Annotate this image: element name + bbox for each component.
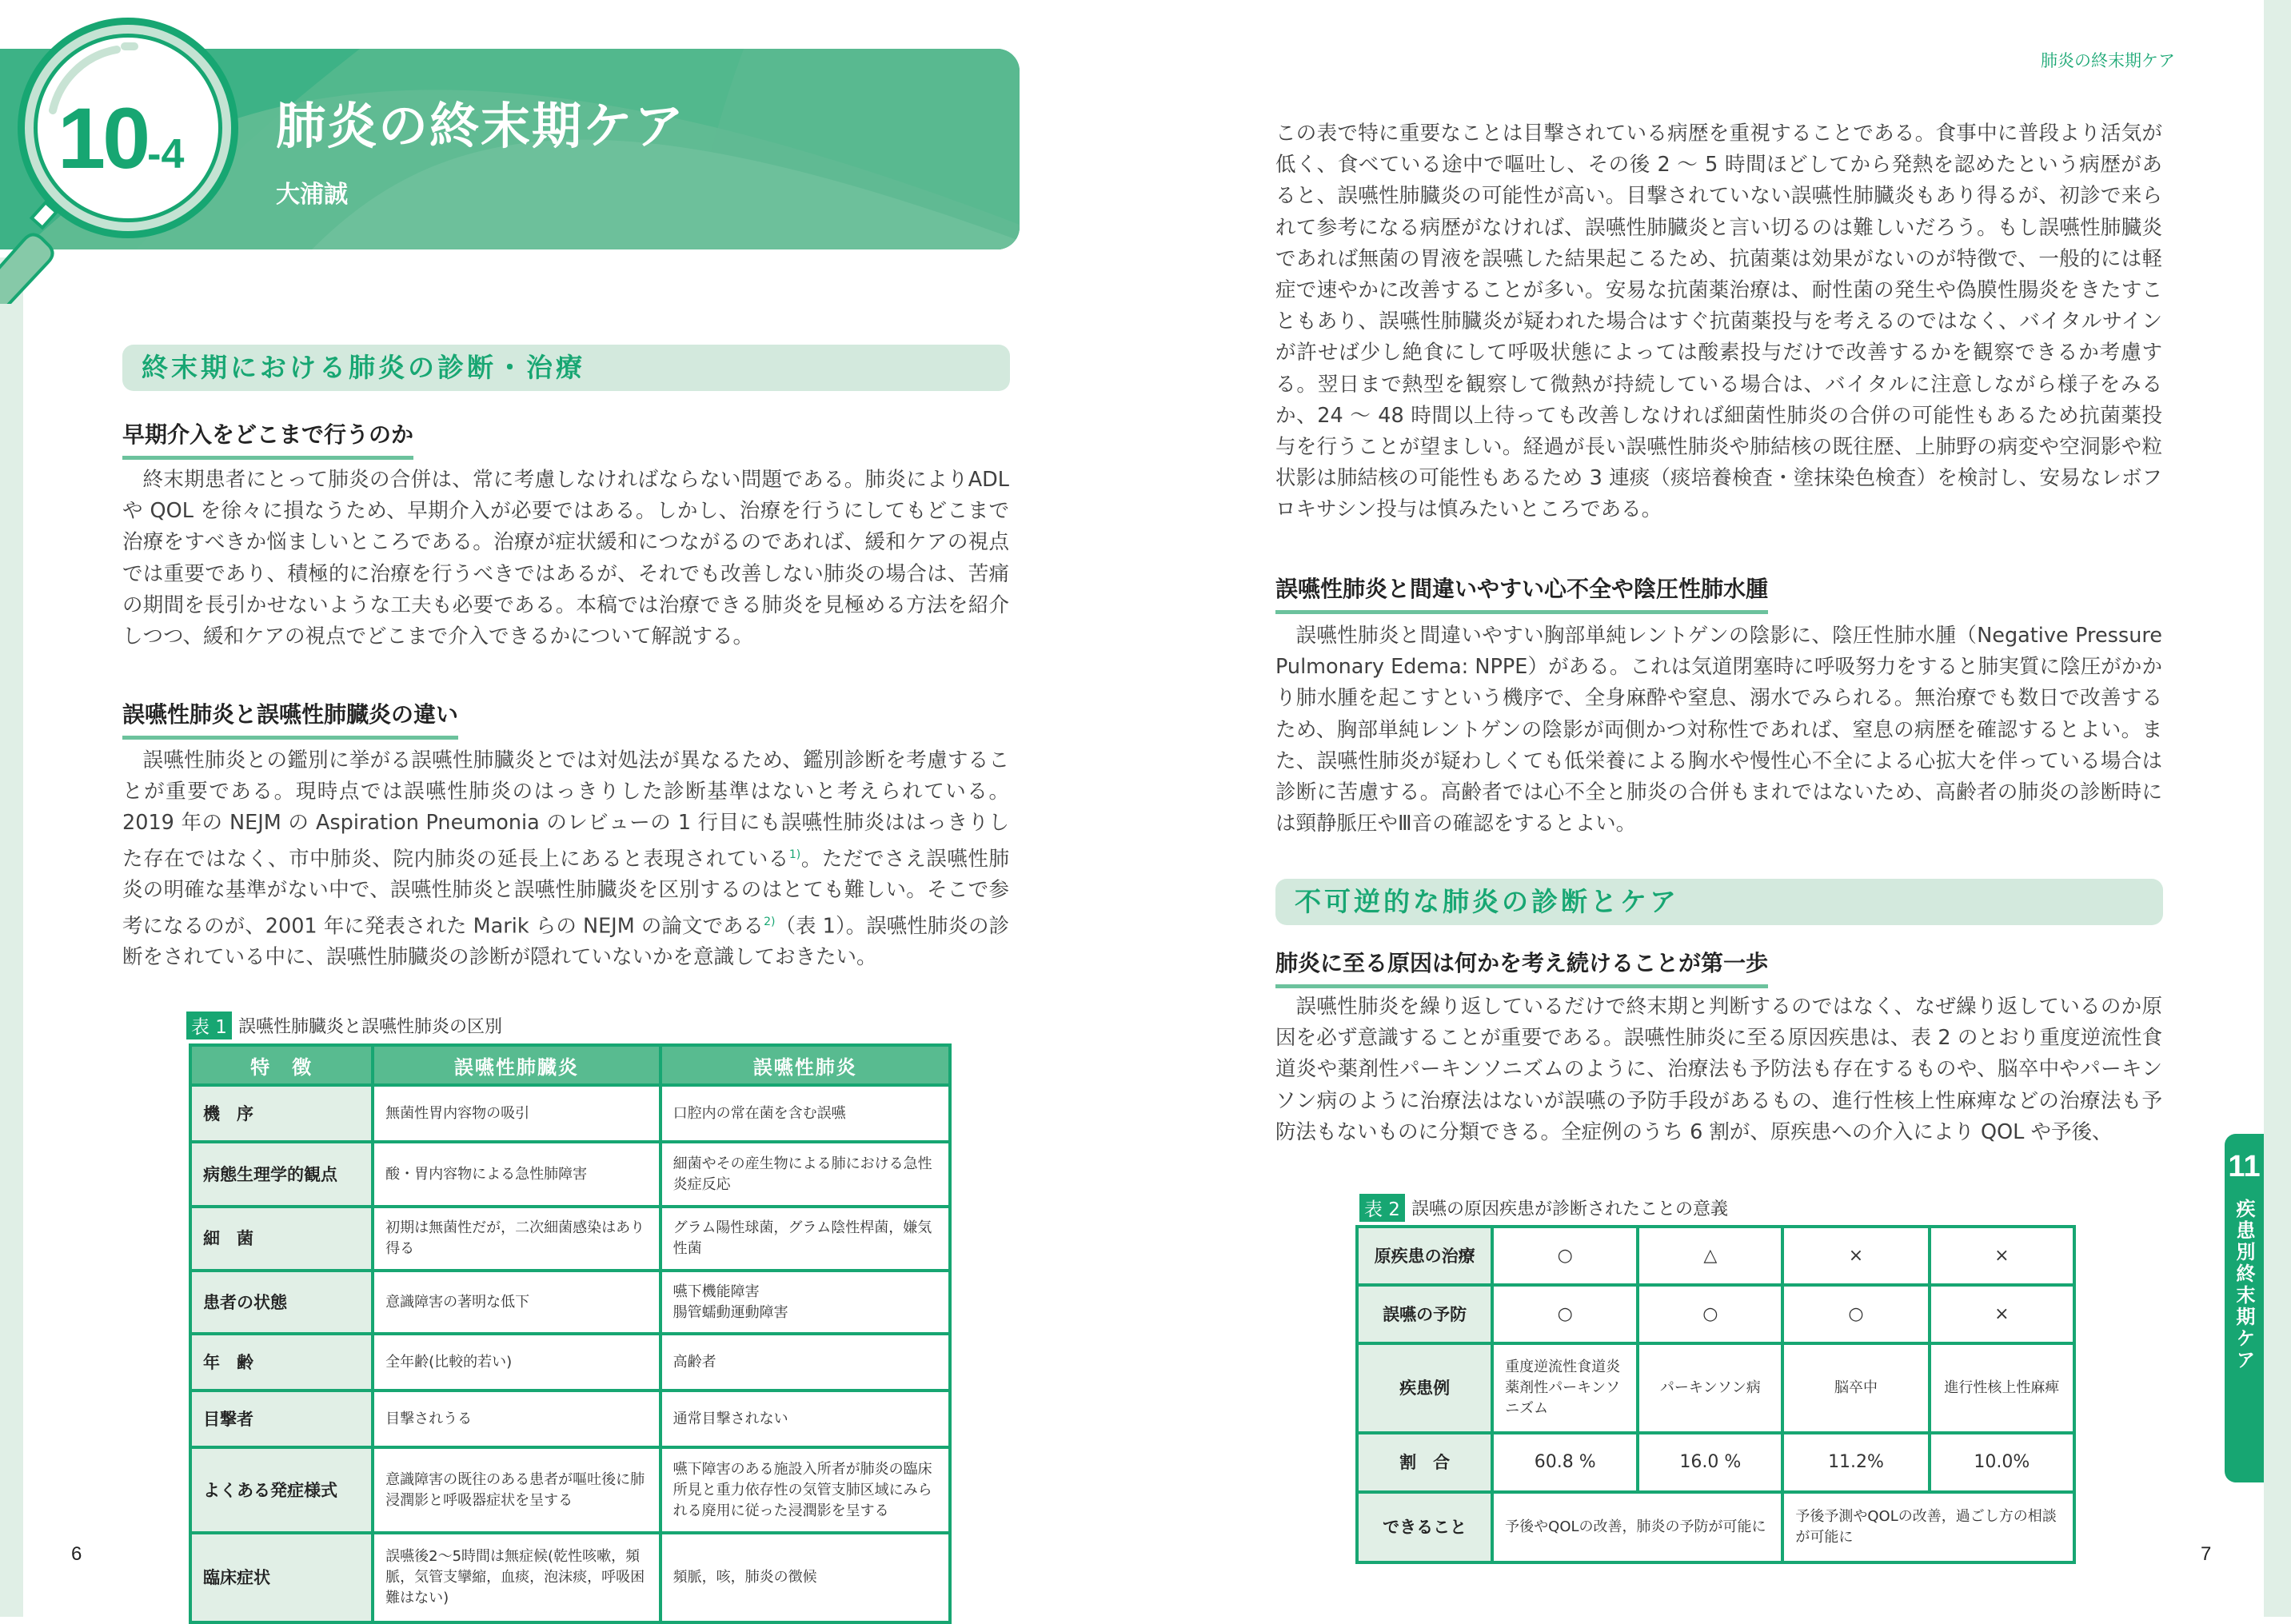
table1-caption bbox=[186, 1012, 502, 1039]
table1-cell: グラム陽性球菌，グラム陰性桿菌，嫌気性菌 bbox=[661, 1207, 950, 1271]
table1-header-row bbox=[190, 1045, 950, 1085]
section-banner-irreversible: 不可逆的な肺炎の診断とケア bbox=[1275, 879, 2163, 925]
table2-cell: ○ bbox=[1492, 1227, 1638, 1285]
table2-cell: 予後やQOLの改善，肺炎の予防が可能に bbox=[1492, 1492, 1782, 1562]
table2-cell: × bbox=[1930, 1227, 2074, 1285]
table2-cell: パーキンソン病 bbox=[1638, 1343, 1782, 1433]
table2-row bbox=[1357, 1227, 2074, 1285]
reference-2[interactable]: 2) bbox=[764, 915, 776, 928]
paragraph-text-a: 誤嚥性肺炎との鑑別に挙がる誤嚥性肺臓炎とでは対処法が異なるため、鑑別診断を考慮することが重要である。現時点では誤嚥性肺炎のはっきりした診断基準はないと考えられている。2019 年の NEJM の Aspiration Pneumonia のレビューの 1 行目にも誤嚥性肺炎ははっきりした存在ではなく、市中肺炎、院内肺炎の延長上にあると表現されている bbox=[122, 748, 1009, 872]
table2-caption bbox=[1359, 1194, 1728, 1222]
table2-cell: ○ bbox=[1492, 1285, 1638, 1343]
table1-header: 特 徴 bbox=[190, 1045, 373, 1085]
table1-row bbox=[190, 1085, 950, 1142]
table2-row-label: できること bbox=[1357, 1492, 1492, 1562]
paragraph-text-b: 。ただでさえ誤嚥性肺炎の明確な基準がない中で、誤嚥性肺炎と誤嚥性肺臓炎を区別するのはとても難しい。そこで参考になるのが、2001 年に発表された Marik らの NEJM の論文である bbox=[122, 847, 1009, 939]
paragraph-text-c: （表 1）。誤嚥性肺炎の診断をされている中に、誤嚥性肺臓炎の診断が隠れていないかを意識しておきたい。 bbox=[122, 914, 1009, 970]
table1-row-label: 目撃者 bbox=[190, 1391, 373, 1447]
table1-cell: 初期は無菌性だが，二次細菌感染はあり得る bbox=[373, 1207, 660, 1271]
table1-cell: 誤嚥後2〜5時間は無症候(乾性咳嗽，頻脈，気管支攣縮，血痰，泡沫痰，呼吸困難はない) bbox=[373, 1533, 660, 1622]
chapter-author: 大浦誠 bbox=[276, 181, 348, 209]
table1-row bbox=[190, 1207, 950, 1271]
running-head: 肺炎の終末期ケア bbox=[2041, 51, 2175, 70]
table1-cell: 目撃されうる bbox=[373, 1391, 660, 1447]
subheading-early-intervention: 早期介入をどこまで行うのか bbox=[122, 417, 413, 460]
table2-row bbox=[1357, 1285, 2074, 1343]
table1-cell: 口腔内の常在菌を含む誤嚥 bbox=[661, 1085, 950, 1142]
chapter-number-main: 10 bbox=[58, 90, 148, 186]
table1-tag: 表 1 bbox=[186, 1012, 232, 1039]
table1-row bbox=[190, 1271, 950, 1334]
table2-cell: × bbox=[1930, 1285, 2074, 1343]
table1-row-label: 機 序 bbox=[190, 1085, 373, 1142]
side-tab-number: 11 bbox=[2228, 1150, 2261, 1183]
table1-cell: 酸・胃内容物による急性肺障害 bbox=[373, 1142, 660, 1207]
paragraph-pneumonia-vs-pneumonitis bbox=[122, 745, 1009, 973]
table2-cell: △ bbox=[1638, 1227, 1782, 1285]
right-edge-strip bbox=[2264, 0, 2291, 1617]
page-number-right: 7 bbox=[2201, 1543, 2212, 1565]
table1-row bbox=[190, 1334, 950, 1391]
table1-cell: 嚥下障害のある施設入所者が肺炎の臨床所見と重力依存性の気管支肺区域にみられる廃用に従った浸潤影を呈する bbox=[661, 1447, 950, 1533]
table2-cell: 11.2% bbox=[1782, 1433, 1929, 1492]
page-number-left: 6 bbox=[71, 1543, 82, 1565]
table1-caption-text: 誤嚥性肺臓炎と誤嚥性肺炎の区別 bbox=[237, 1017, 502, 1037]
table1-cell: 細菌やその産生物による肺における急性炎症反応 bbox=[661, 1142, 950, 1207]
table1-cell: 意識障害の著明な低下 bbox=[373, 1271, 660, 1334]
subheading-heart-failure-nppe: 誤嚥性肺炎と間違いやすい心不全や陰圧性肺水腫 bbox=[1275, 572, 1768, 614]
table2-tag: 表 2 bbox=[1359, 1194, 1405, 1222]
table2-row-label: 誤嚥の予防 bbox=[1357, 1285, 1492, 1343]
section-banner-diagnosis: 終末期における肺炎の診断・治療 bbox=[122, 345, 1010, 391]
paragraph-table-discussion: この表で特に重要なことは目撃されている病歴を重視することである。食事中に普段より活気が低く、食べている途中で嘔吐し、その後 2 〜 5 時間ほどしてから発熱を認めたという病歴があると、誤嚥性肺臓炎の可能性が高い。目撃されていない誤嚥性肺臓炎もあり得るが、初診で来られて参考になる病歴がなければ、誤嚥性肺臓炎と言い切るのは難しいだろう。もし誤嚥性肺臓炎であれば無菌の胃液を誤嚥した結果起こるため、抗菌薬は効果がないのが特徴で、一般的には軽症で速やかに改善することが多い。安易な抗菌薬治療は、耐性菌の発生や偽膜性腸炎をきたすこともあり、誤嚥性肺臓炎が疑われた場合はすぐ抗菌薬投与を考えるのではなく、バイタルサインが許せば少し絶食にして呼吸状態によっては酸素投与だけで改善するかを観察できるか考慮する。翌日まで熱型を観察して微熱が持続している場合は、バイタルに注意しながら様子をみるか、24 〜 48 時間以上待っても改善しなければ細菌性肺炎の合併の可能性もあるため抗菌薬投与を行うことが望ましい。経過が長い誤嚥性肺炎や肺結核の既往歴、上肺野の病変や空洞影や粒状影は肺結核の可能性もあるため 3 連痰（痰培養検査・塗抹染色検査）を検討し、安易なレボフロキサシン投与は慎みたいところである。 bbox=[1275, 122, 2162, 522]
paragraph-cause: 誤嚥性肺炎を繰り返しているだけで終末期と判断するのではなく、なぜ繰り返しているのか原因を必ず意識することが重要である。誤嚥性肺炎に至る原因疾患は、表 2 のとおり重度逆流性食道炎や薬剤性パーキンソニズムのように、治療法も予防法も存在するものや、脳卒中やパーキンソン病のように治療法はないが誤嚥の予防手段があるもの、進行性核上性麻痺などの治療法も予防法もないものに分類できる。全症例のうち 6 割が、原疾患への介入により QOL や予後、 bbox=[1275, 995, 2162, 1144]
reference-1[interactable]: 1) bbox=[788, 848, 801, 861]
table2-cell: 60.8 % bbox=[1492, 1433, 1638, 1492]
chapter-number bbox=[58, 88, 184, 188]
table2-row bbox=[1357, 1433, 2074, 1492]
table2-row bbox=[1357, 1343, 2074, 1433]
table1-cell: 頻脈，咳，肺炎の徴候 bbox=[661, 1533, 950, 1622]
chapter-side-tab[interactable] bbox=[2225, 1134, 2264, 1482]
table1-row-label: 患者の状態 bbox=[190, 1271, 373, 1334]
table2-cell: 脳卒中 bbox=[1782, 1343, 1929, 1433]
table1-row-label: 細 菌 bbox=[190, 1207, 373, 1271]
table2-cell: 16.0 % bbox=[1638, 1433, 1782, 1492]
table1-cell: 嚥下機能障害 腸管蠕動運動障害 bbox=[661, 1271, 950, 1334]
table1-cell: 高齢者 bbox=[661, 1334, 950, 1391]
table2 bbox=[1355, 1225, 2076, 1564]
table1-row bbox=[190, 1533, 950, 1622]
chapter-number-sub: -4 bbox=[147, 131, 185, 178]
table2-caption-text: 誤嚥の原因疾患が診断されたことの意義 bbox=[1411, 1199, 1728, 1219]
table2-row-label: 疾患例 bbox=[1357, 1343, 1492, 1433]
table2-cell: ○ bbox=[1638, 1285, 1782, 1343]
table1-cell: 無菌性胃内容物の吸引 bbox=[373, 1085, 660, 1142]
table1-header: 誤嚥性肺炎 bbox=[661, 1045, 950, 1085]
side-tab-label: 疾患別終末期ケア bbox=[2233, 1199, 2255, 1371]
paragraph-early-intervention: 終末期患者にとって肺炎の合併は、常に考慮しなければならない問題である。肺炎によりADL や QOL を徐々に損なうため、早期介入が必要ではある。しかし、治療を行うにしてもどこまで治療をすべきか悩ましいところである。治療が症状緩和につながるのであれば、緩和ケアの視点では重要であり、積極的に治療を行うべきではあるが、それでも改善しない肺炎の場合は、苦痛の期間を長引かせないような工夫も必要である。本稿では治療できる肺炎を見極める方法を紹介しつつ、緩和ケアの視点でどこまで介入できるかについて解説する。 bbox=[122, 468, 1009, 649]
table1-row bbox=[190, 1142, 950, 1207]
subheading-pneumonia-vs-pneumonitis: 誤嚥性肺炎と誤嚥性肺臓炎の違い bbox=[122, 697, 458, 740]
table1-cell: 全年齢(比較的若い) bbox=[373, 1334, 660, 1391]
table1 bbox=[189, 1043, 952, 1624]
table2-cell: 10.0% bbox=[1930, 1433, 2074, 1492]
table2-row-label: 原疾患の治療 bbox=[1357, 1227, 1492, 1285]
subheading-cause: 肺炎に至る原因は何かを考え続けることが第一歩 bbox=[1275, 946, 1768, 988]
left-edge-strip bbox=[0, 257, 23, 1617]
chapter-title: 肺炎の終末期ケア bbox=[276, 97, 686, 155]
table2-cell: 重度逆流性食道炎 薬剤性パーキンソニズム bbox=[1492, 1343, 1638, 1433]
table2-cell: 進行性核上性麻痺 bbox=[1930, 1343, 2074, 1433]
table2-row bbox=[1357, 1492, 2074, 1562]
paragraph-heart-failure-nppe: 誤嚥性肺炎と間違いやすい胸部単純レントゲンの陰影に、陰圧性肺水腫（Negative Pressure Pulmonary Edema: NPPE）がある。これは気道閉塞時に呼吸努力をすると肺実質に陰圧がかかり肺水腫を起こすという機序で、全身麻酔や窒息、溺水でみられる。無治療でも数日で改善するため、胸部単純レントゲンの陰影が両側かつ対称性であれば、窒息の病歴を確認するとよい。また、誤嚥性肺炎が疑わしくても低栄養による胸水や慢性心不全による心拡大を伴っている場合は診断に苦慮する。高齢者では心不全と肺炎の合併もまれではないため、高齢者の肺炎の診断時には頸静脈圧やⅢ音の確認をするとよい。 bbox=[1275, 624, 2162, 836]
table1-row-label: よくある発症様式 bbox=[190, 1447, 373, 1533]
table1-row bbox=[190, 1391, 950, 1447]
table2-cell: ○ bbox=[1782, 1285, 1929, 1343]
table2-cell: × bbox=[1782, 1227, 1929, 1285]
table1-row-label: 年 齢 bbox=[190, 1334, 373, 1391]
table2-row-label: 割 合 bbox=[1357, 1433, 1492, 1492]
table2-cell: 予後予測やQOLの改善，過ごし方の相談が可能に bbox=[1782, 1492, 2074, 1562]
table1-row-label: 病態生理学的観点 bbox=[190, 1142, 373, 1207]
table1-cell: 意識障害の既往のある患者が嘔吐後に肺浸潤影と呼吸器症状を呈する bbox=[373, 1447, 660, 1533]
table1-cell: 通常目撃されない bbox=[661, 1391, 950, 1447]
table1-row bbox=[190, 1447, 950, 1533]
table1-header: 誤嚥性肺臓炎 bbox=[373, 1045, 660, 1085]
table1-row-label: 臨床症状 bbox=[190, 1533, 373, 1622]
